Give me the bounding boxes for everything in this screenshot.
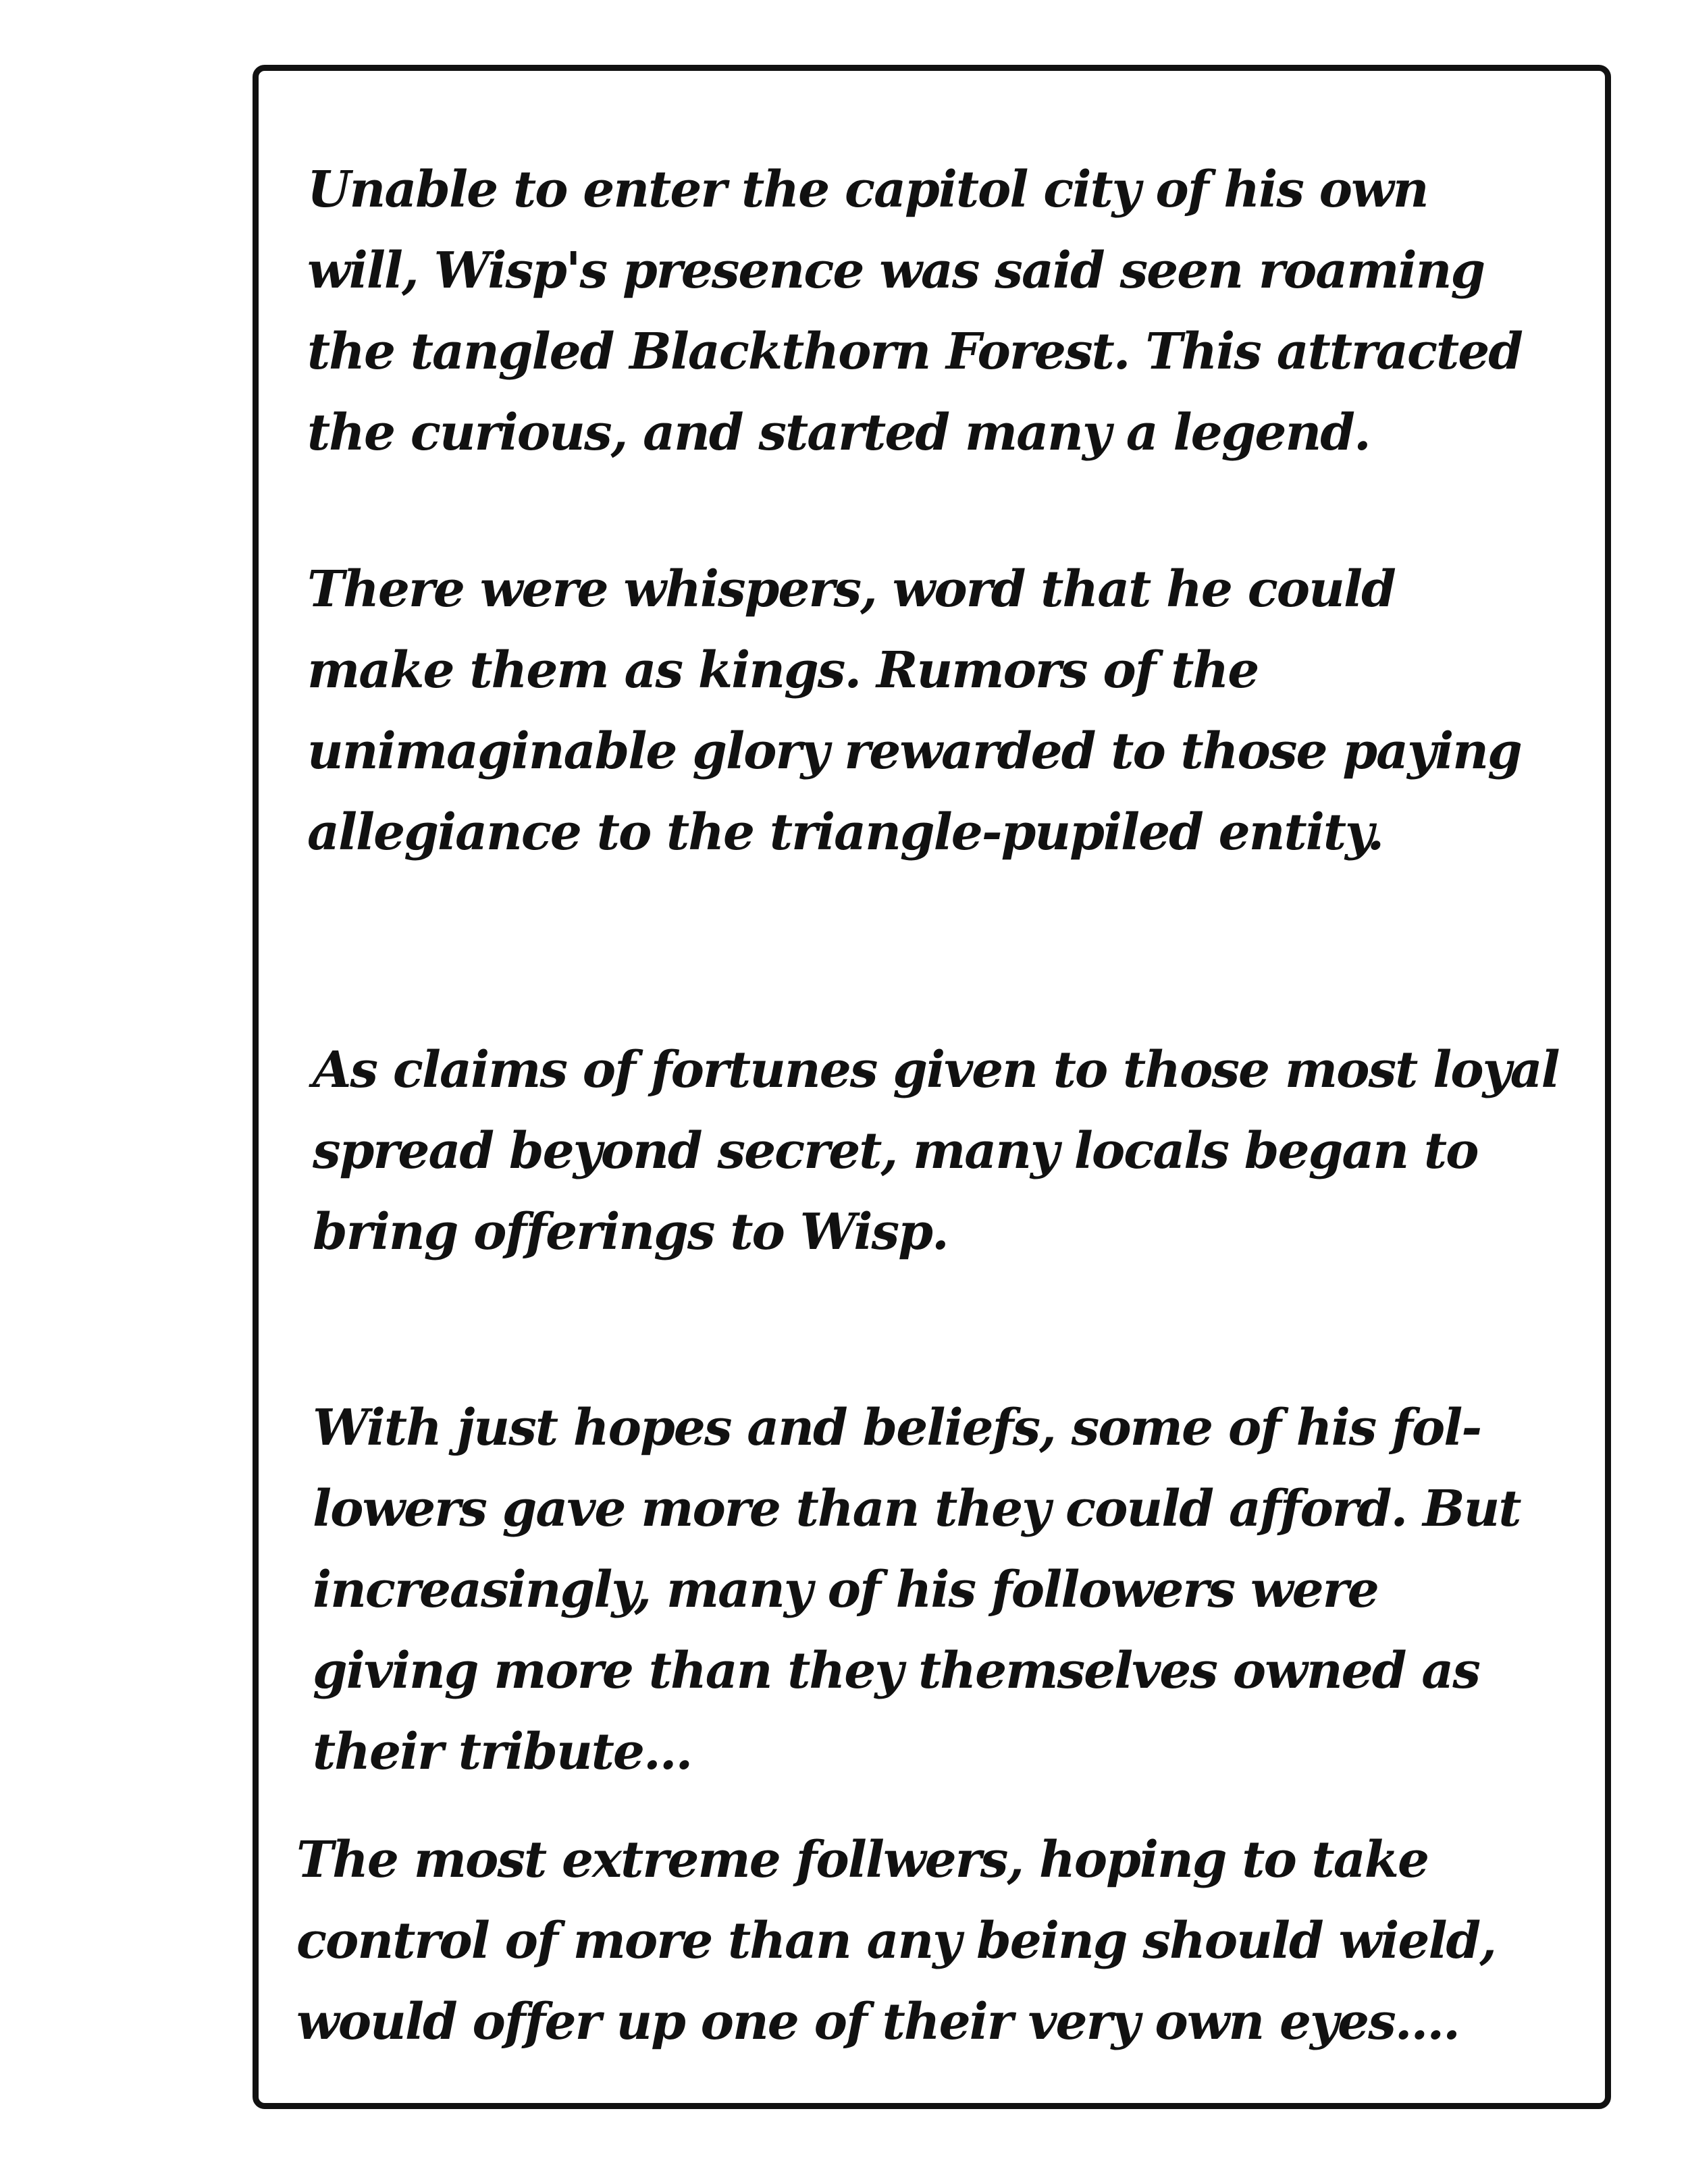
paragraph-4-line-4: giving more than they themselves owned as bbox=[313, 1642, 1479, 1700]
paragraph-3-line-1: As claims of fortunes given to those most loyal bbox=[313, 1041, 1559, 1099]
paragraph-3-line-2: spread beyond secret, many locals began to bbox=[313, 1122, 1478, 1180]
paragraph-5 bbox=[296, 1819, 1496, 2062]
paragraph-5-line-2: control of more than any being should wield, bbox=[296, 1912, 1496, 1970]
paragraph-3 bbox=[313, 1030, 1559, 1273]
paragraph-4-line-3: increasingly, many of his followers were bbox=[313, 1561, 1378, 1619]
paragraph-2 bbox=[307, 549, 1521, 873]
paragraph-1-line-1: Unable to enter the capitol city of his own bbox=[307, 161, 1428, 219]
paragraph-2-line-1: There were whispers, word that he could bbox=[307, 560, 1395, 618]
paragraph-2-line-3: unimaginable glory rewarded to those paying bbox=[307, 722, 1521, 780]
paragraph-4-line-1: With just hopes and beliefs, some of his fol- bbox=[313, 1399, 1481, 1457]
paragraph-2-line-2: make them as kings. Rumors of the bbox=[307, 641, 1259, 699]
paragraph-5-line-3: would offer up one of their very own eyes.... bbox=[296, 1993, 1459, 2051]
paragraph-5-line-1: The most extreme follwers, hoping to take bbox=[296, 1831, 1429, 1889]
paragraph-3-line-3: bring offerings to Wisp. bbox=[313, 1203, 948, 1261]
paragraph-1 bbox=[307, 149, 1522, 473]
paragraph-1-line-3: the tangled Blackthorn Forest. This attracted bbox=[307, 323, 1523, 381]
paragraph-1-line-4: the curious, and started many a legend. bbox=[307, 404, 1370, 462]
paragraph-4 bbox=[313, 1387, 1521, 1792]
narration-panel bbox=[253, 65, 1611, 2109]
paragraph-4-line-2: lowers gave more than they could afford. But bbox=[313, 1480, 1521, 1538]
paragraph-1-line-2: will, Wisp's presence was said seen roaming bbox=[307, 242, 1485, 300]
paragraph-4-line-5: their tribute... bbox=[313, 1723, 692, 1781]
paragraph-2-line-4: allegiance to the triangle-pupiled entity. bbox=[307, 803, 1383, 861]
